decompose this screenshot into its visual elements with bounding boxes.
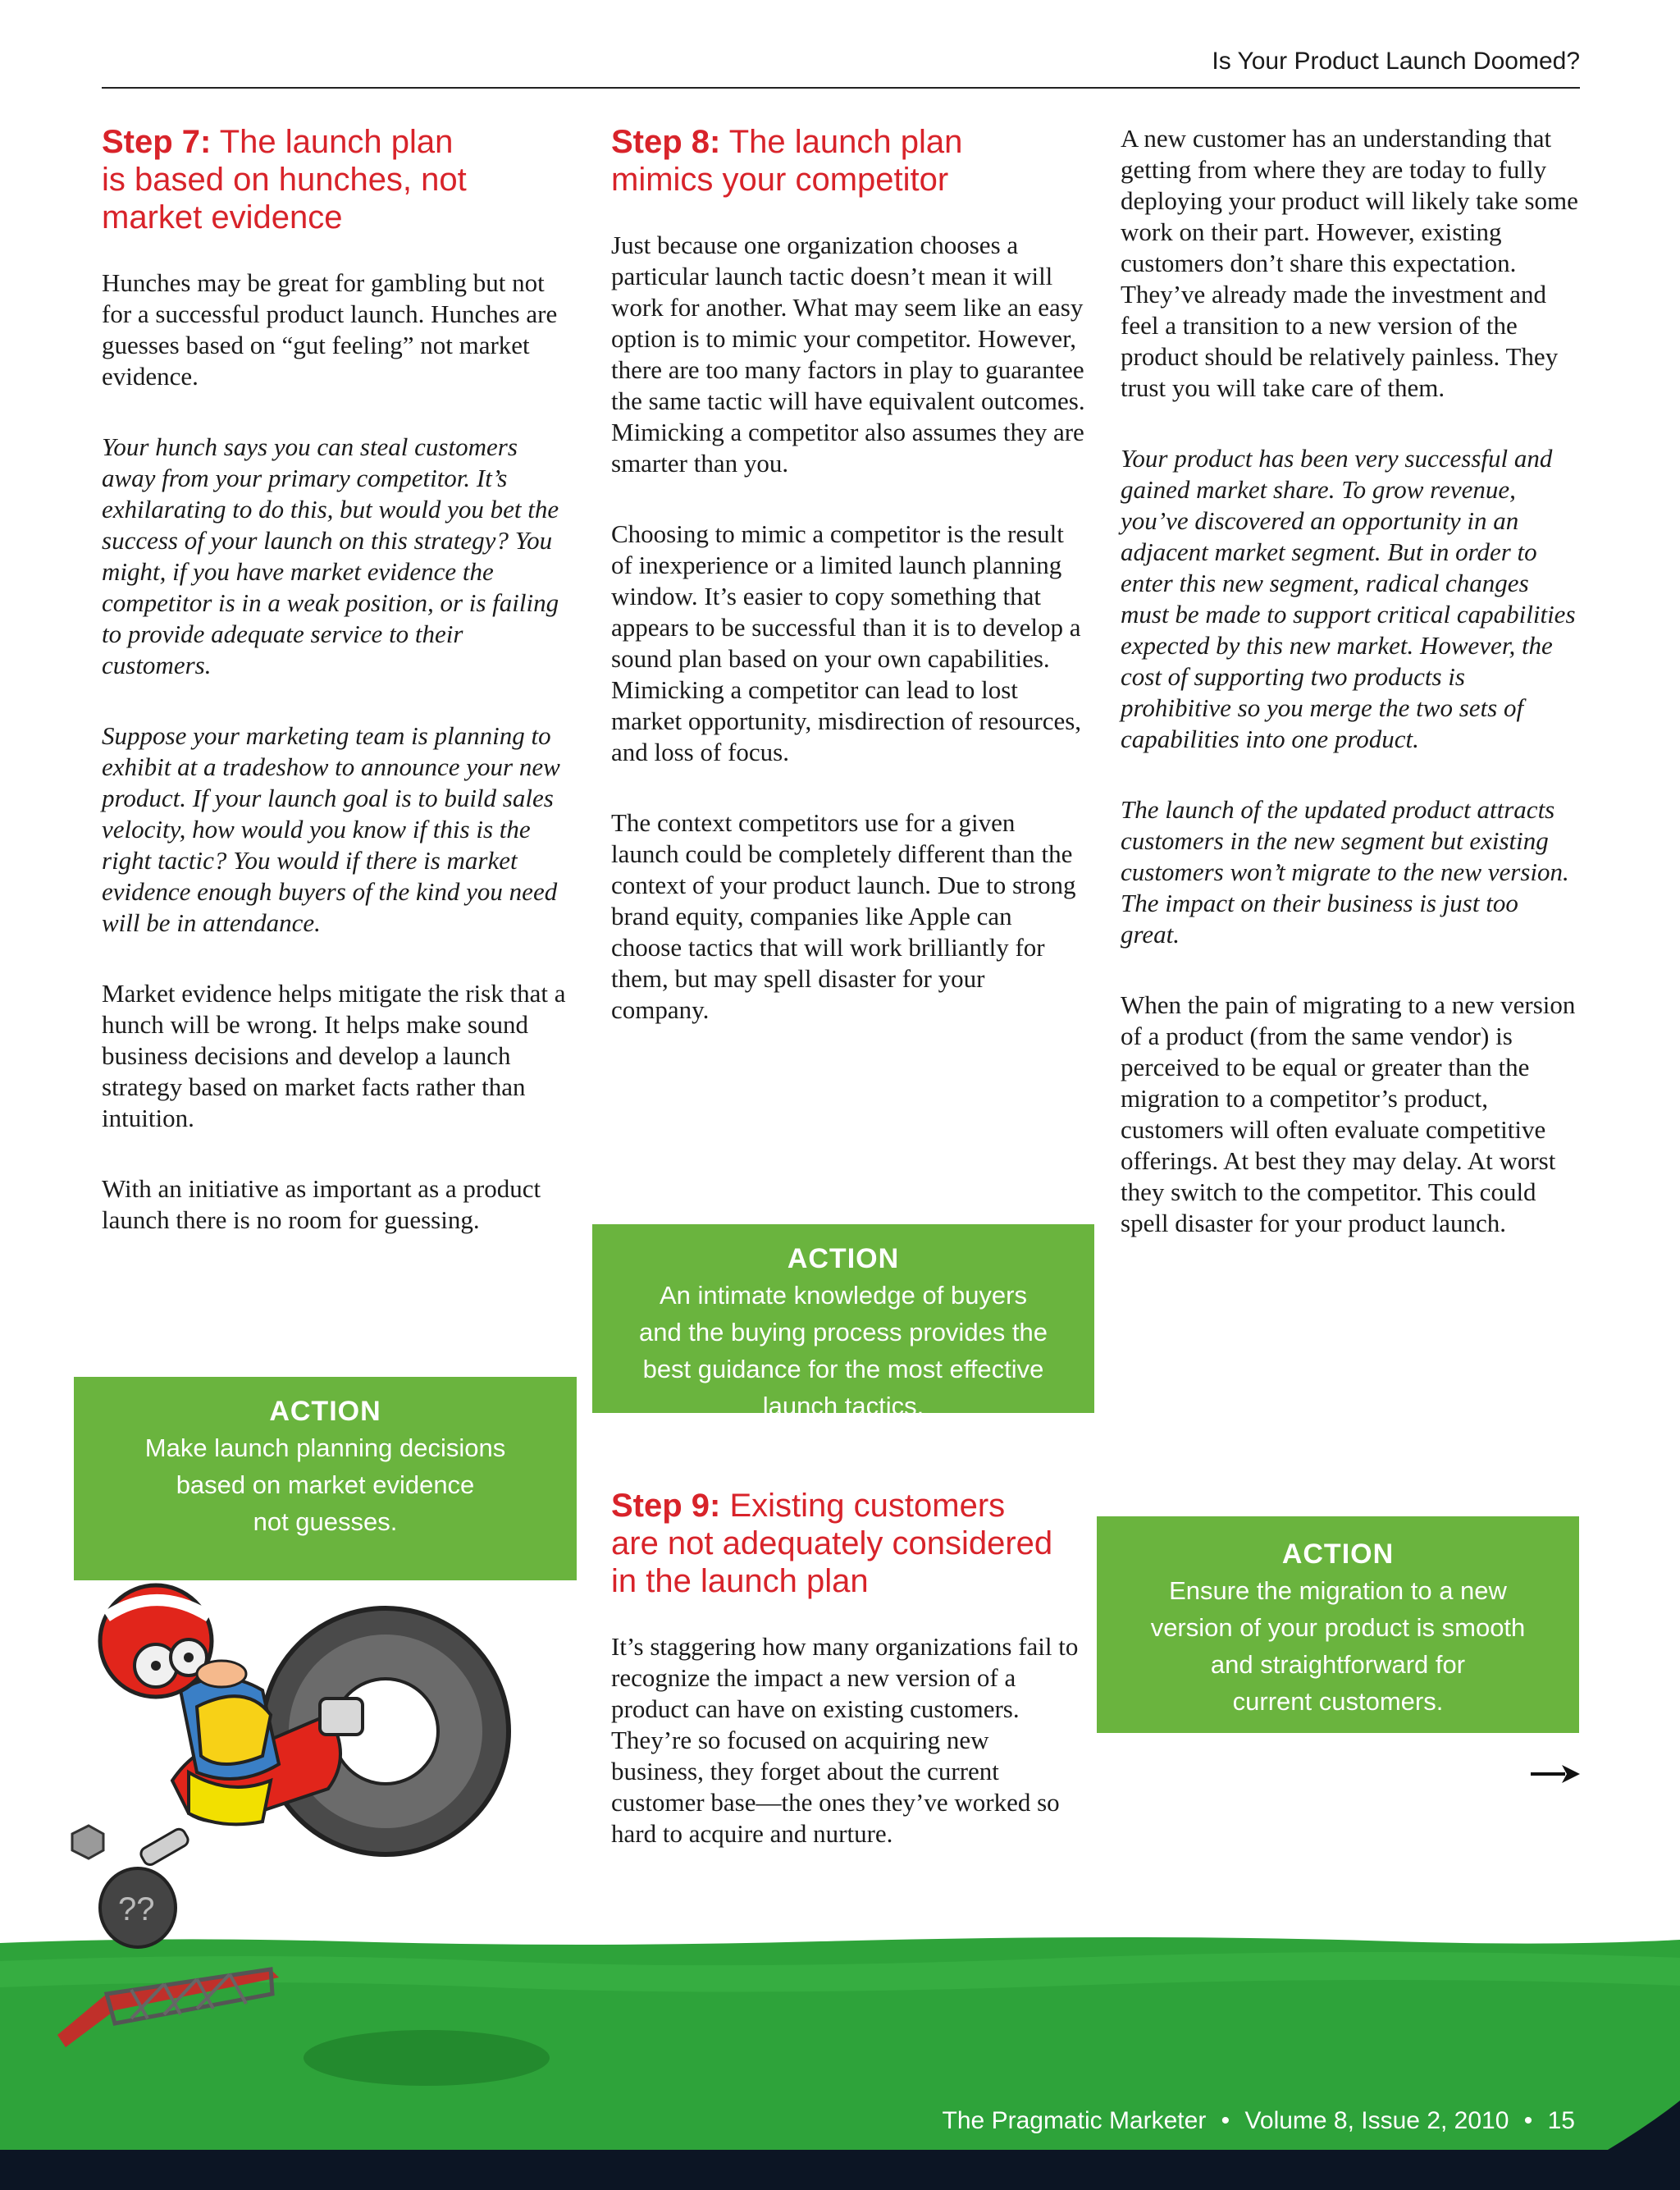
footer-separator: • bbox=[1221, 2107, 1230, 2134]
publication-name: The Pragmatic Marketer bbox=[942, 2107, 1207, 2134]
column-1 bbox=[102, 123, 578, 1275]
footer-separator: • bbox=[1523, 2107, 1533, 2134]
loose-wheel-icon bbox=[100, 1868, 176, 1947]
step-9-action-box bbox=[1097, 1516, 1579, 1733]
motorcycle-rider-illustration bbox=[57, 1567, 517, 2060]
step-7-action-box bbox=[74, 1377, 577, 1580]
step-7-paragraph-1: Hunches may be great for gambling but not for a successful product launch. Hunches are guesses based on “gut feeling” not market evidence. bbox=[102, 268, 558, 391]
action-line: An intimate knowledge of buyers bbox=[659, 1281, 1028, 1310]
step-9-heading bbox=[611, 1487, 1087, 1600]
step-7-title-line-3: market evidence bbox=[102, 199, 343, 235]
step-7-title-line-1: The launch plan bbox=[219, 124, 454, 160]
step-9-title-line-1: Existing customers bbox=[729, 1488, 1006, 1524]
column-3 bbox=[1121, 123, 1582, 1278]
action-line: and straightforward for bbox=[1210, 1650, 1466, 1679]
page-number: 15 bbox=[1547, 2107, 1575, 2134]
step-9-paragraph-1: It’s staggering how many organizations fail to recognize the impact a new version of a product can have on existing customers. They’re so focused on acquiring new business, they forget about the current customer base—the ones they’ve worked so hard to acquire and nurture. bbox=[611, 1632, 1079, 1848]
step-7-paragraph-3: Suppose your marketing team is planning to exhibit at a tradeshow to announce your new product. If your launch goal is to build sales velocity, how would you know if this is the right tactic? You would if there is market evidence enough buyers of the kind you need will be in attendance. bbox=[102, 721, 560, 937]
step-7-title-line-2: is based on hunches, not bbox=[102, 162, 467, 198]
svg-text:??: ?? bbox=[118, 1891, 155, 1927]
action-line: best guidance for the most effective bbox=[642, 1355, 1044, 1383]
col-3-paragraph-4: When the pain of migrating to a new version of a product (from the same vendor) is perceived to be equal or greater than the migration to a competitor’s product, customers will often evaluate competitive offerings. At best they may delay. At worst they switch to the competitor. This could spell disaster for your product launch. bbox=[1121, 990, 1576, 1237]
action-line: Make launch planning decisions bbox=[144, 1433, 506, 1462]
column-2 bbox=[611, 123, 1087, 1065]
step-8-title-line-2: mimics your competitor bbox=[611, 162, 949, 198]
step-8-heading bbox=[611, 123, 1087, 199]
step-9-number: Step 9: bbox=[611, 1488, 721, 1524]
ramp-icon bbox=[57, 1969, 279, 2047]
action-title: ACTION bbox=[787, 1243, 900, 1274]
bottom-bar bbox=[0, 2150, 1680, 2190]
step-9-title-line-3: in the launch plan bbox=[611, 1563, 869, 1599]
col-3-paragraph-1: A new customer has an understanding that getting from where they are today to fully deploying your product will likely take some work on their part. However, existing customers don’t share this expectation. They’ve already made the investment and feel a transition to a new version of the product should be relatively painless. They trust you will take care of them. bbox=[1121, 124, 1578, 402]
step-8-action-box bbox=[592, 1224, 1094, 1420]
step-7-heading bbox=[102, 123, 578, 236]
step-9-section bbox=[611, 1487, 1087, 1889]
col-3-paragraph-3: The launch of the updated product attracts customers in the new segment but existing customers won’t migrate to the new version. The impact on their business is just too great. bbox=[1121, 795, 1569, 949]
action-line: and the buying process provides the bbox=[638, 1318, 1048, 1346]
running-header: Is Your Product Launch Doomed? bbox=[1212, 48, 1580, 75]
nut-icon bbox=[72, 1826, 103, 1859]
issue-info: Volume 8, Issue 2, 2010 bbox=[1244, 2107, 1509, 2134]
action-line: current customers. bbox=[1232, 1687, 1444, 1716]
action-title: ACTION bbox=[1281, 1538, 1395, 1570]
action-line: version of your product is smooth bbox=[1150, 1613, 1526, 1642]
continue-arrow-icon bbox=[1529, 1763, 1580, 1785]
step-8-paragraph-3: The context competitors use for a given launch could be completely different than the context of your product launch. Due to strong brand equity, companies like Apple can choose tactics that will work brilliantly for them, but may spell disaster for your company. bbox=[611, 808, 1076, 1024]
action-line: based on market evidence bbox=[176, 1470, 475, 1499]
action-line: not guesses. bbox=[253, 1507, 398, 1536]
step-8-number: Step 8: bbox=[611, 124, 721, 160]
step-8-title-line-1: The launch plan bbox=[728, 124, 963, 160]
page-footer bbox=[943, 2107, 1575, 2135]
action-line: Ensure the migration to a new bbox=[1169, 1576, 1507, 1605]
action-line: launch tactics. bbox=[762, 1392, 924, 1420]
step-8-paragraph-1: Just because one organization chooses a particular launch tactic doesn’t mean it will work for another. What may seem like an easy option is to mimic your competitor. However, there are too many factors in play to guarantee the same tactic will have equivalent outcomes. Mimicking a competitor also assumes they are smarter than you. bbox=[611, 231, 1085, 478]
header-rule bbox=[102, 87, 1580, 89]
step-7-paragraph-5: With an initiative as important as a product launch there is no room for guessing. bbox=[102, 1174, 541, 1234]
step-9-title-line-2: are not adequately considered bbox=[611, 1525, 1053, 1561]
step-7-paragraph-2: Your hunch says you can steal customers away from your primary competitor. It’s exhilarating to do this, but would you bet the success of your launch on this strategy? You might, if you have market evidence the competitor is in a weak position, or is failing to provide adequate service to their customers. bbox=[102, 432, 559, 679]
col-3-paragraph-2: Your product has been very successful and gained market share. To grow revenue, you’ve discovered an opportunity in an adjacent market segment. But in order to enter this new segment, radical changes must be made to support critical capabilities expected by this new market. However, the cost of supporting two products is prohibitive so you merge the two sets of capabilities into one product. bbox=[1121, 444, 1576, 753]
step-7-number: Step 7: bbox=[102, 124, 212, 160]
step-8-paragraph-2: Choosing to mimic a competitor is the result of inexperience or a limited launch planning window. It’s easier to copy something that appears to be successful than it is to develop a sound plan based on your own capabilities. Mimicking a competitor can lead to lost market opportunity, misdirection of resources, and loss of focus. bbox=[611, 519, 1082, 766]
action-title: ACTION bbox=[269, 1396, 381, 1427]
step-7-paragraph-4: Market evidence helps mitigate the risk that a hunch will be wrong. It helps make sound business decisions and develop a launch strategy based on market facts rather than intuition. bbox=[102, 979, 566, 1132]
helmet-icon bbox=[100, 1585, 246, 1697]
